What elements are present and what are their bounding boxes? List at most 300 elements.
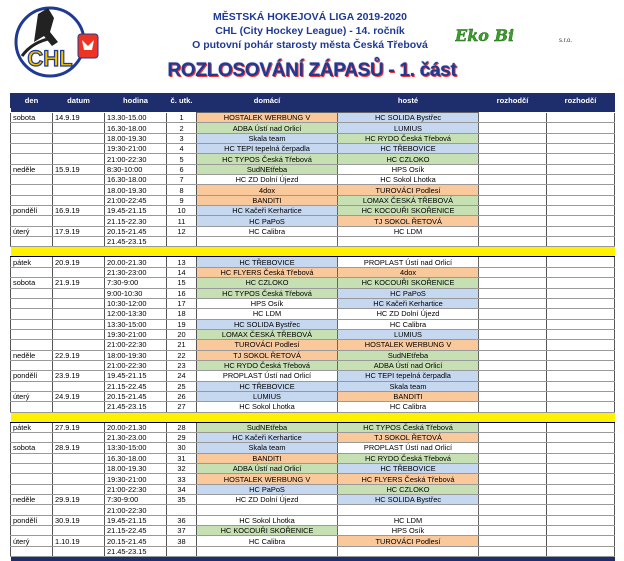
referee-1-cell: [479, 474, 547, 484]
svg-text:s.r.o.: s.r.o.: [559, 38, 573, 44]
referee-2-cell: [547, 298, 615, 308]
guest-team-cell: SudNEtřeba: [338, 350, 479, 360]
date-cell: [53, 154, 105, 164]
time-cell: 21:00-22:30: [105, 154, 167, 164]
day-cell: [11, 144, 53, 154]
match-row: [11, 226, 615, 236]
guest-team-cell: LUMIUS: [338, 123, 479, 133]
svg-text:Eko Bi: Eko Bi: [455, 26, 515, 45]
home-team-cell: SudNEtřeba: [197, 422, 338, 432]
guest-team-cell: HC TEPI tepelná čerpadla: [338, 371, 479, 381]
date-cell: 16.9.19: [53, 206, 105, 216]
date-cell: [53, 309, 105, 319]
match-no-cell: 23: [167, 360, 197, 370]
match-no-cell: 22: [167, 350, 197, 360]
date-cell: [53, 216, 105, 226]
referee-2-cell: [547, 391, 615, 401]
day-cell: neděle: [11, 350, 53, 360]
time-cell: 7:30-9:00: [105, 495, 167, 505]
date-cell: [53, 175, 105, 185]
match-no-cell: 5: [167, 154, 197, 164]
time-cell: 12:00-13:30: [105, 309, 167, 319]
match-row: [11, 360, 615, 370]
match-no-cell: [167, 237, 197, 247]
date-cell: [53, 381, 105, 391]
referee-2-cell: [547, 464, 615, 474]
guest-team-cell: BANDITI: [338, 391, 479, 401]
day-cell: [11, 133, 53, 143]
referee-1-cell: [479, 175, 547, 185]
guest-team-cell: TUROVÁCI Podlesí: [338, 536, 479, 546]
referee-1-cell: [479, 288, 547, 298]
date-cell: [53, 474, 105, 484]
referee-2-cell: [547, 185, 615, 195]
guest-team-cell: [338, 505, 479, 515]
guest-team-cell: HC FLYERS Česká Třebová: [338, 474, 479, 484]
league-title: [120, 10, 500, 52]
schedule-table: [10, 93, 615, 561]
match-no-cell: 30: [167, 443, 197, 453]
week-separator: [11, 247, 615, 257]
day-cell: [11, 329, 53, 339]
match-no-cell: 7: [167, 175, 197, 185]
referee-1-cell: [479, 464, 547, 474]
home-team-cell: HC Sokol Lhotka: [197, 402, 338, 412]
home-team-cell: HC CZLOKO: [197, 278, 338, 288]
day-cell: [11, 185, 53, 195]
match-row: [11, 309, 615, 319]
match-row: [11, 526, 615, 536]
day-cell: [11, 175, 53, 185]
referee-2-cell: [547, 133, 615, 143]
match-no-cell: [167, 546, 197, 556]
referee-2-cell: [547, 144, 615, 154]
match-no-cell: 20: [167, 329, 197, 339]
guest-team-cell: HC TŘEBOVICE: [338, 464, 479, 474]
home-team-cell: HC ZD Dolní Újezd: [197, 495, 338, 505]
day-cell: úterý: [11, 226, 53, 236]
match-no-cell: 10: [167, 206, 197, 216]
match-no-cell: 38: [167, 536, 197, 546]
referee-1-cell: [479, 113, 547, 123]
day-cell: [11, 402, 53, 412]
match-no-cell: 15: [167, 278, 197, 288]
time-cell: 13:30-15:00: [105, 319, 167, 329]
match-no-cell: 13: [167, 257, 197, 267]
date-cell: 24.9.19: [53, 391, 105, 401]
day-cell: [11, 309, 53, 319]
title-line-1: MĚSTSKÁ HOKEJOVÁ LIGA 2019-2020: [213, 11, 407, 23]
guest-team-cell: HC LDM: [338, 226, 479, 236]
home-team-cell: HC LDM: [197, 309, 338, 319]
match-row: [11, 515, 615, 525]
date-cell: [53, 298, 105, 308]
match-row: [11, 154, 615, 164]
home-team-cell: HC KOCOUŘI SKOŘENICE: [197, 526, 338, 536]
day-cell: neděle: [11, 495, 53, 505]
time-cell: 21.45-23.15: [105, 237, 167, 247]
match-no-cell: 19: [167, 319, 197, 329]
match-no-cell: 34: [167, 484, 197, 494]
referee-2-cell: [547, 484, 615, 494]
guest-team-cell: HC SOLIDA Bystřec: [338, 113, 479, 123]
day-cell: sobota: [11, 113, 53, 123]
referee-1-cell: [479, 237, 547, 247]
guest-team-cell: Skala team: [338, 381, 479, 391]
home-team-cell: ADBA Ústí nad Orlicí: [197, 464, 338, 474]
referee-1-cell: [479, 133, 547, 143]
day-cell: [11, 154, 53, 164]
date-cell: [53, 453, 105, 463]
date-cell: 21.9.19: [53, 278, 105, 288]
guest-team-cell: PROPLAST Ústí nad Orlicí: [338, 443, 479, 453]
match-row: [11, 278, 615, 288]
match-row: [11, 267, 615, 277]
home-team-cell: HC TŘEBOVICE: [197, 381, 338, 391]
time-cell: 13:30-15:00: [105, 443, 167, 453]
match-row: [11, 123, 615, 133]
date-cell: [53, 237, 105, 247]
referee-2-cell: [547, 216, 615, 226]
date-cell: [53, 546, 105, 556]
referee-2-cell: [547, 505, 615, 515]
match-no-cell: [167, 505, 197, 515]
match-row: [11, 350, 615, 360]
time-cell: 16.30-18.00: [105, 175, 167, 185]
day-cell: [11, 453, 53, 463]
referee-2-cell: [547, 257, 615, 267]
time-cell: 21:00-22:30: [105, 484, 167, 494]
referee-1-cell: [479, 381, 547, 391]
referee-2-cell: [547, 206, 615, 216]
guest-team-cell: LOMAX ČESKÁ TŘEBOVÁ: [338, 195, 479, 205]
home-team-cell: HC ZD Dolní Újezd: [197, 175, 338, 185]
match-no-cell: 32: [167, 464, 197, 474]
page-heading: ROZLOSOVÁNÍ ZÁPASŮ - 1. část: [167, 60, 457, 81]
match-row: [11, 381, 615, 391]
home-team-cell: HC PaPoS: [197, 484, 338, 494]
time-cell: 18.00-19.30: [105, 133, 167, 143]
match-row: [11, 195, 615, 205]
referee-2-cell: [547, 526, 615, 536]
match-no-cell: 9: [167, 195, 197, 205]
time-cell: 21:00-22:30: [105, 505, 167, 515]
referee-2-cell: [547, 278, 615, 288]
time-cell: 18.00-19.30: [105, 464, 167, 474]
home-team-cell: SudNEtřeba: [197, 164, 338, 174]
time-cell: 21:30-23:00: [105, 267, 167, 277]
match-row: [11, 133, 615, 143]
day-cell: [11, 360, 53, 370]
date-cell: [53, 123, 105, 133]
referee-2-cell: [547, 309, 615, 319]
referee-1-cell: [479, 526, 547, 536]
time-cell: 21:00-22:30: [105, 340, 167, 350]
referee-1-cell: [479, 216, 547, 226]
match-row: [11, 474, 615, 484]
time-cell: 20.00-21.30: [105, 422, 167, 432]
guest-team-cell: HC CZLOKO: [338, 154, 479, 164]
date-cell: 15.9.19: [53, 164, 105, 174]
col-home: domácí: [197, 94, 338, 108]
date-cell: 29.9.19: [53, 495, 105, 505]
col-day: den: [11, 94, 53, 108]
week-separator-cell: [11, 247, 615, 257]
referee-1-cell: [479, 443, 547, 453]
date-cell: [53, 464, 105, 474]
home-team-cell: BANDITI: [197, 195, 338, 205]
referee-1-cell: [479, 536, 547, 546]
day-cell: [11, 484, 53, 494]
time-cell: 8:30-10:00: [105, 164, 167, 174]
match-row: [11, 340, 615, 350]
match-row: [11, 453, 615, 463]
referee-1-cell: [479, 546, 547, 556]
col-guest: hosté: [338, 94, 479, 108]
referee-2-cell: [547, 154, 615, 164]
match-no-cell: 33: [167, 474, 197, 484]
guest-team-cell: PROPLAST Ústí nad Orlicí: [338, 257, 479, 267]
date-cell: [53, 195, 105, 205]
date-cell: 23.9.19: [53, 371, 105, 381]
referee-2-cell: [547, 422, 615, 432]
date-cell: [53, 267, 105, 277]
guest-team-cell: LUMIUS: [338, 329, 479, 339]
home-team-cell: TJ SOKOL ŘETOVÁ: [197, 350, 338, 360]
time-cell: 20.15-21.45: [105, 536, 167, 546]
day-cell: pondělí: [11, 371, 53, 381]
referee-2-cell: [547, 495, 615, 505]
match-no-cell: 14: [167, 267, 197, 277]
home-team-cell: [197, 546, 338, 556]
guest-team-cell: HOSTALEK WERBUNG V: [338, 340, 479, 350]
home-team-cell: Skala team: [197, 133, 338, 143]
date-cell: [53, 432, 105, 442]
home-team-cell: HOSTALEK WERBUNG V: [197, 474, 338, 484]
home-team-cell: LUMIUS: [197, 391, 338, 401]
home-team-cell: ADBA Ústí nad Orlicí: [197, 123, 338, 133]
referee-2-cell: [547, 164, 615, 174]
match-no-cell: 21: [167, 340, 197, 350]
referee-1-cell: [479, 298, 547, 308]
day-cell: pátek: [11, 257, 53, 267]
home-team-cell: BANDITI: [197, 453, 338, 463]
referee-1-cell: [479, 319, 547, 329]
referee-2-cell: [547, 402, 615, 412]
home-team-cell: HC TŘEBOVICE: [197, 257, 338, 267]
guest-team-cell: HC Calibra: [338, 319, 479, 329]
time-cell: 21.45-23.15: [105, 402, 167, 412]
referee-1-cell: [479, 350, 547, 360]
col-time: hodina: [105, 94, 167, 108]
time-cell: 21.15-22.45: [105, 526, 167, 536]
day-cell: neděle: [11, 164, 53, 174]
referee-1-cell: [479, 164, 547, 174]
home-team-cell: LOMAX ČESKÁ TŘEBOVÁ: [197, 329, 338, 339]
day-cell: úterý: [11, 536, 53, 546]
match-row: [11, 464, 615, 474]
week-separator-cell: [11, 412, 615, 422]
time-cell: 20.15-21.45: [105, 226, 167, 236]
referee-1-cell: [479, 309, 547, 319]
time-cell: 19.45-21.15: [105, 206, 167, 216]
time-cell: 19.45-21.15: [105, 371, 167, 381]
match-row: [11, 216, 615, 226]
match-row: [11, 113, 615, 123]
day-cell: [11, 298, 53, 308]
guest-team-cell: HC RYDO Česká Třebová: [338, 453, 479, 463]
match-no-cell: 29: [167, 432, 197, 442]
day-cell: [11, 123, 53, 133]
guest-team-cell: HC LDM: [338, 515, 479, 525]
day-cell: pondělí: [11, 206, 53, 216]
match-no-cell: 27: [167, 402, 197, 412]
match-no-cell: 16: [167, 288, 197, 298]
home-team-cell: HC Sokol Lhotka: [197, 515, 338, 525]
referee-1-cell: [479, 484, 547, 494]
referee-2-cell: [547, 443, 615, 453]
date-cell: [53, 288, 105, 298]
match-no-cell: 1: [167, 113, 197, 123]
referee-1-cell: [479, 495, 547, 505]
col-referee-1: rozhodčí: [479, 94, 547, 108]
referee-1-cell: [479, 515, 547, 525]
home-team-cell: HC TEPI tepelná čerpadla: [197, 144, 338, 154]
col-date: datum: [53, 94, 105, 108]
match-row: [11, 329, 615, 339]
col-match-no: č. utk.: [167, 94, 197, 108]
guest-team-cell: HC KOCOUŘI SKOŘENICE: [338, 278, 479, 288]
home-team-cell: Skala team: [197, 443, 338, 453]
date-cell: 28.9.19: [53, 443, 105, 453]
day-cell: sobota: [11, 278, 53, 288]
home-team-cell: TUROVÁCI Podlesí: [197, 340, 338, 350]
date-cell: 17.9.19: [53, 226, 105, 236]
day-cell: [11, 288, 53, 298]
guest-team-cell: HPS Osík: [338, 164, 479, 174]
day-cell: [11, 474, 53, 484]
home-team-cell: [197, 505, 338, 515]
referee-1-cell: [479, 422, 547, 432]
referee-1-cell: [479, 402, 547, 412]
match-no-cell: 8: [167, 185, 197, 195]
home-team-cell: HC Kačeři Kerhartice: [197, 206, 338, 216]
day-cell: [11, 526, 53, 536]
match-no-cell: 11: [167, 216, 197, 226]
time-cell: 19:30-21:00: [105, 474, 167, 484]
guest-team-cell: HC RYDO Česká Třebová: [338, 133, 479, 143]
match-no-cell: 37: [167, 526, 197, 536]
time-cell: 10:30-12:00: [105, 298, 167, 308]
referee-1-cell: [479, 371, 547, 381]
home-team-cell: HPS Osík: [197, 298, 338, 308]
referee-1-cell: [479, 453, 547, 463]
guest-team-cell: 4dox: [338, 267, 479, 277]
day-cell: [11, 237, 53, 247]
guest-team-cell: TJ SOKOL ŘETOVÁ: [338, 216, 479, 226]
referee-2-cell: [547, 123, 615, 133]
date-cell: [53, 340, 105, 350]
time-cell: 21.45-23.15: [105, 546, 167, 556]
referee-1-cell: [479, 391, 547, 401]
referee-1-cell: [479, 340, 547, 350]
home-team-cell: HC RYDO Česká Třebová: [197, 360, 338, 370]
time-cell: 21.15-22.45: [105, 381, 167, 391]
referee-2-cell: [547, 474, 615, 484]
day-cell: [11, 195, 53, 205]
guest-team-cell: HC SOLIDA Bystřec: [338, 495, 479, 505]
time-cell: 16.30-18.00: [105, 453, 167, 463]
referee-1-cell: [479, 185, 547, 195]
date-cell: 1.10.19: [53, 536, 105, 546]
referee-1-cell: [479, 257, 547, 267]
time-cell: 21:00-22:30: [105, 360, 167, 370]
date-cell: 22.9.19: [53, 350, 105, 360]
referee-1-cell: [479, 432, 547, 442]
referee-2-cell: [547, 175, 615, 185]
svg-text:CHL: CHL: [27, 46, 73, 71]
match-row: [11, 164, 615, 174]
guest-team-cell: HC TŘEBOVICE: [338, 144, 479, 154]
referee-2-cell: [547, 237, 615, 247]
match-no-cell: 2: [167, 123, 197, 133]
time-cell: 19:30-21:00: [105, 329, 167, 339]
referee-2-cell: [547, 515, 615, 525]
guest-team-cell: [338, 237, 479, 247]
date-cell: 14.9.19: [53, 113, 105, 123]
date-cell: [53, 402, 105, 412]
match-no-cell: 4: [167, 144, 197, 154]
time-cell: 19:30-21:00: [105, 144, 167, 154]
home-team-cell: HC SOLIDA Bystřec: [197, 319, 338, 329]
referee-2-cell: [547, 113, 615, 123]
time-cell: 18.00-19.30: [105, 185, 167, 195]
match-row: [11, 237, 615, 247]
title-line-2: CHL (City Hockey League) - 14. ročník: [215, 25, 405, 37]
referee-1-cell: [479, 329, 547, 339]
day-cell: [11, 381, 53, 391]
referee-2-cell: [547, 267, 615, 277]
guest-team-cell: HC PaPoS: [338, 288, 479, 298]
date-cell: [53, 505, 105, 515]
referee-1-cell: [479, 278, 547, 288]
match-no-cell: 24: [167, 371, 197, 381]
day-cell: [11, 319, 53, 329]
home-team-cell: 4dox: [197, 185, 338, 195]
home-team-cell: HC TYPOS Česká Třebová: [197, 154, 338, 164]
time-cell: 13.30-15.00: [105, 113, 167, 123]
home-team-cell: HC TYPOS Česká Třebová: [197, 288, 338, 298]
referee-1-cell: [479, 154, 547, 164]
day-cell: [11, 505, 53, 515]
day-cell: úterý: [11, 391, 53, 401]
referee-1-cell: [479, 206, 547, 216]
home-team-cell: PROPLAST Ústí nad Orlicí: [197, 371, 338, 381]
referee-1-cell: [479, 144, 547, 154]
date-cell: [53, 144, 105, 154]
guest-team-cell: HC ZD Dolní Újezd: [338, 309, 479, 319]
guest-team-cell: TJ SOKOL ŘETOVÁ: [338, 432, 479, 442]
match-no-cell: 35: [167, 495, 197, 505]
guest-team-cell: HC CZLOKO: [338, 484, 479, 494]
home-team-cell: HC Calibra: [197, 536, 338, 546]
match-no-cell: 26: [167, 391, 197, 401]
time-cell: 21.30-23.00: [105, 432, 167, 442]
day-cell: [11, 432, 53, 442]
match-row: [11, 484, 615, 494]
home-team-cell: [197, 237, 338, 247]
week-separator: [11, 412, 615, 422]
